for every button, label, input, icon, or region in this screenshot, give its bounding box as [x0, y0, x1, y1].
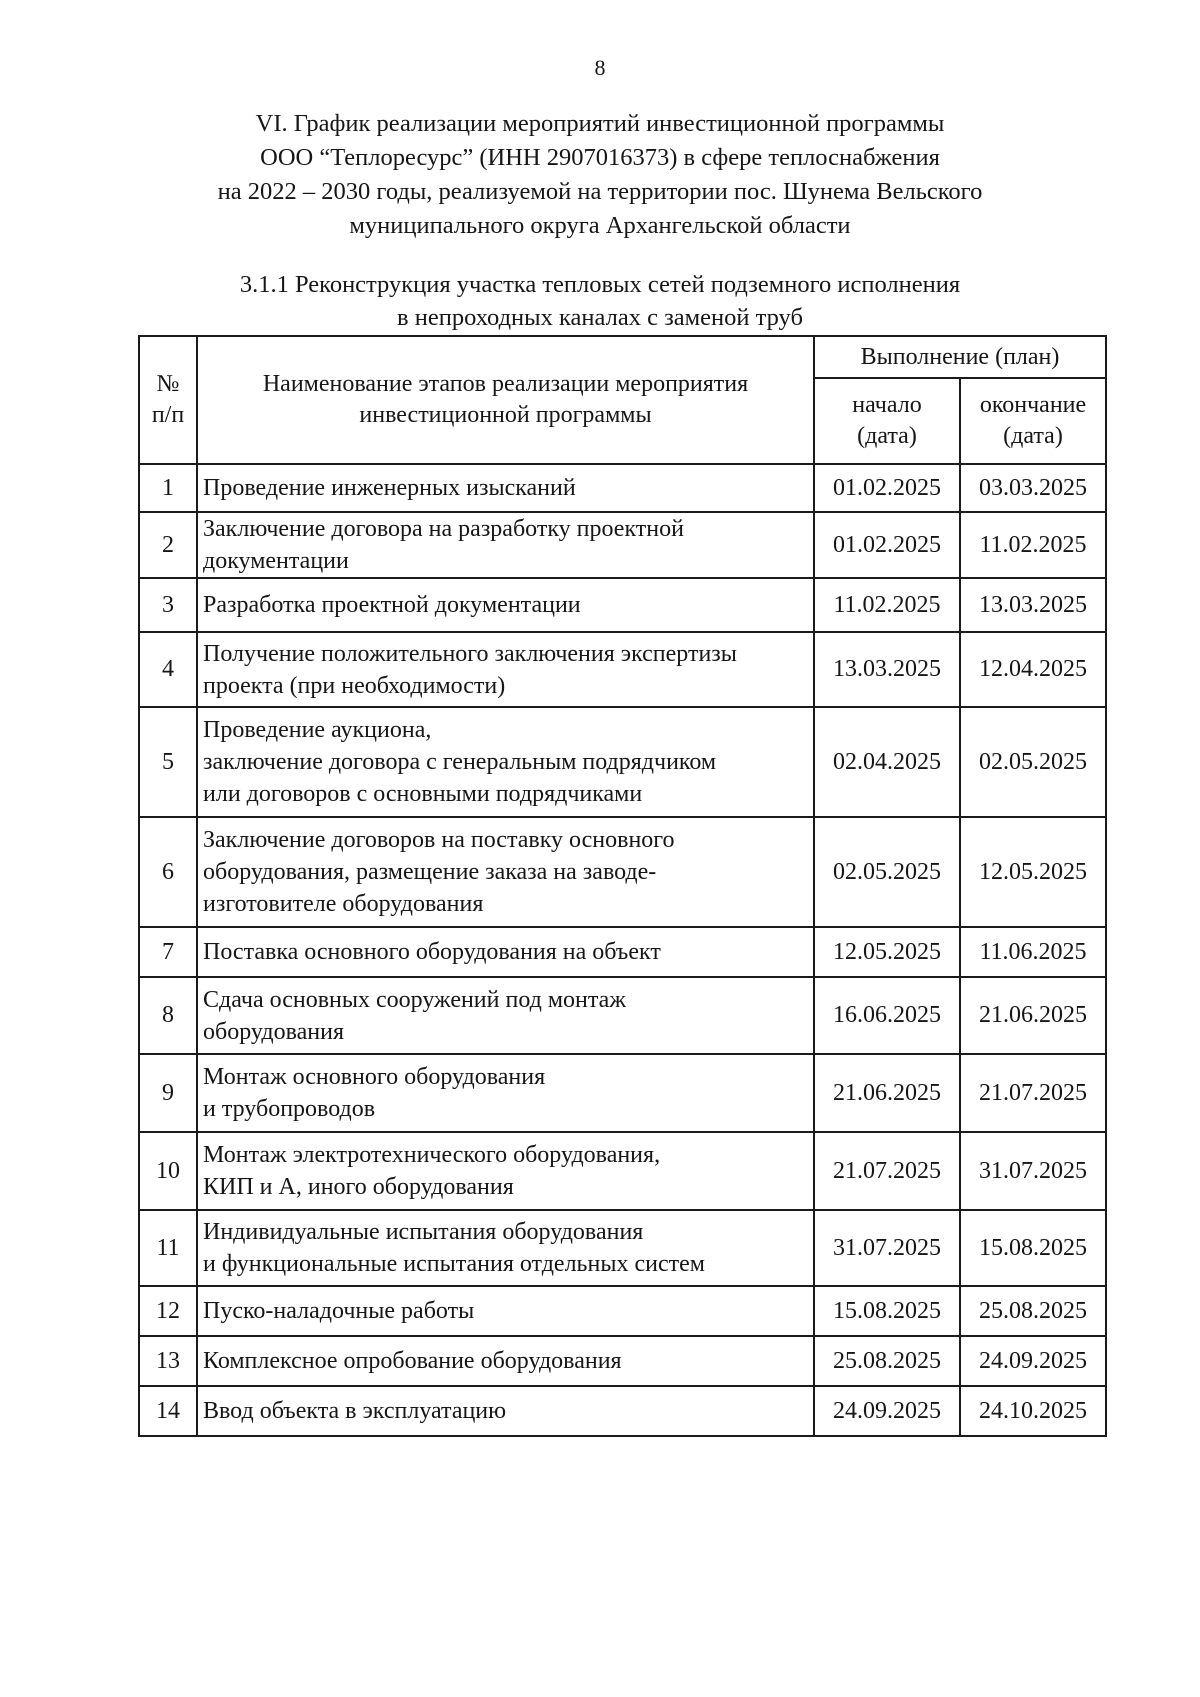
- stage-name-line: документации: [203, 548, 349, 574]
- start-date: 13.03.2025: [814, 632, 960, 707]
- table-row: [139, 578, 1106, 632]
- start-date: 02.04.2025: [814, 707, 960, 817]
- stage-name: [197, 1386, 814, 1436]
- header-number-line: п/п: [151, 402, 185, 428]
- header-stage-name-line: Наименование этапов реализации мероприятия: [262, 371, 749, 397]
- row-number: 12: [139, 1286, 197, 1336]
- stage-name-line: КИП и А, иного оборудования: [203, 1174, 514, 1200]
- schedule-table: [138, 335, 1107, 1437]
- header-start-date: [814, 378, 960, 464]
- table-row: [139, 1386, 1106, 1436]
- stage-name: [197, 464, 814, 512]
- table-row: [139, 977, 1106, 1054]
- header-stage-name: [197, 336, 814, 464]
- start-date: 01.02.2025: [814, 464, 960, 512]
- stage-name: [197, 1054, 814, 1132]
- stage-name: [197, 927, 814, 977]
- header-end-date-line: окончание: [979, 392, 1087, 418]
- stage-name-line: оборудования: [203, 1018, 344, 1045]
- header-execution: Выполнение (план): [814, 336, 1106, 378]
- stage-name-line: заключение договора с генеральным подрядчиком: [203, 749, 717, 775]
- start-date: 31.07.2025: [814, 1210, 960, 1286]
- end-date: 11.02.2025: [960, 512, 1106, 578]
- stage-name-line: Заключение договоров на поставку основного: [203, 827, 675, 853]
- start-date: 12.05.2025: [814, 927, 960, 977]
- row-number: 7: [139, 927, 197, 977]
- document-title: [0, 107, 1200, 243]
- stage-name-line: Проведение аукциона,: [203, 717, 432, 743]
- stage-name: [197, 1286, 814, 1336]
- title-line: ООО “Теплоресурс” (ИНН 2907016373) в сфере теплоснабжения: [260, 144, 940, 171]
- stage-name-line: Ввод объекта в эксплуатацию: [203, 1398, 507, 1424]
- end-date: 31.07.2025: [960, 1132, 1106, 1210]
- table-row: [139, 1336, 1106, 1386]
- row-number: 5: [139, 707, 197, 817]
- header-stage-name-line: инвестиционной программы: [359, 402, 652, 428]
- stage-name-line: Получение положительного заключения экспертизы: [203, 640, 737, 667]
- stage-name-line: изготовителе оборудования: [203, 891, 484, 917]
- row-number: 10: [139, 1132, 197, 1210]
- section-subtitle: [0, 268, 1200, 334]
- end-date: 21.06.2025: [960, 977, 1106, 1054]
- stage-name-line: Проведение инженерных изысканий: [203, 475, 576, 501]
- stage-name-line: Пуско-наладочные работы: [203, 1298, 475, 1324]
- start-date: 21.07.2025: [814, 1132, 960, 1210]
- end-date: 03.03.2025: [960, 464, 1106, 512]
- end-date: 02.05.2025: [960, 707, 1106, 817]
- title-line: на 2022 – 2030 годы, реализуемой на территории пос. Шунема Вельского: [217, 178, 983, 205]
- end-date: 25.08.2025: [960, 1286, 1106, 1336]
- header-number-line: №: [156, 371, 180, 397]
- start-date: 25.08.2025: [814, 1336, 960, 1386]
- header-start-date-line: начало: [852, 392, 922, 418]
- end-date: 11.06.2025: [960, 927, 1106, 977]
- header-number: [139, 336, 197, 464]
- row-number: 4: [139, 632, 197, 707]
- end-date: 12.05.2025: [960, 817, 1106, 927]
- stage-name-line: оборудования, размещение заказа на заводе-: [203, 859, 657, 885]
- page-number: 8: [594, 55, 606, 80]
- end-date: 24.09.2025: [960, 1336, 1106, 1386]
- table-row: [139, 464, 1106, 512]
- table-row: [139, 707, 1106, 817]
- stage-name: [197, 1132, 814, 1210]
- title-line: VI. График реализации мероприятий инвестиционной программы: [255, 110, 945, 137]
- stage-name-line: Заключение договора на разработку проектной: [203, 516, 684, 542]
- stage-name: [197, 977, 814, 1054]
- table-row: [139, 927, 1106, 977]
- stage-name-line: или договоров с основными подрядчиками: [203, 781, 643, 807]
- table-row: [139, 1132, 1106, 1210]
- end-date: 21.07.2025: [960, 1054, 1106, 1132]
- stage-name-line: Поставка основного оборудования на объект: [203, 939, 661, 965]
- stage-name-line: Монтаж электротехнического оборудования,: [203, 1142, 661, 1168]
- row-number: 11: [139, 1210, 197, 1286]
- stage-name-line: Сдача основных сооружений под монтаж: [203, 986, 626, 1013]
- stage-name: [197, 632, 814, 707]
- subtitle-line: в непроходных каналах с заменой труб: [397, 304, 803, 331]
- table-header: [139, 336, 1106, 464]
- row-number: 3: [139, 578, 197, 632]
- table-row: [139, 1054, 1106, 1132]
- stage-name-line: проекта (при необходимости): [203, 672, 506, 699]
- table-row: [139, 1210, 1106, 1286]
- end-date: 13.03.2025: [960, 578, 1106, 632]
- title-line: муниципального округа Архангельской области: [349, 212, 851, 239]
- start-date: 16.06.2025: [814, 977, 960, 1054]
- row-number: 1: [139, 464, 197, 512]
- start-date: 11.02.2025: [814, 578, 960, 632]
- stage-name: [197, 1336, 814, 1386]
- header-end-date-line: (дата): [1003, 423, 1063, 449]
- row-number: 9: [139, 1054, 197, 1132]
- end-date: 24.10.2025: [960, 1386, 1106, 1436]
- start-date: 21.06.2025: [814, 1054, 960, 1132]
- stage-name: [197, 817, 814, 927]
- start-date: 15.08.2025: [814, 1286, 960, 1336]
- subtitle-line: 3.1.1 Реконструкция участка тепловых сетей подземного исполнения: [239, 271, 961, 298]
- row-number: 2: [139, 512, 197, 578]
- table-body: [139, 464, 1106, 1436]
- end-date: 12.04.2025: [960, 632, 1106, 707]
- table-row: [139, 632, 1106, 707]
- stage-name: [197, 1210, 814, 1286]
- stage-name: [197, 707, 814, 817]
- stage-name-line: и трубопроводов: [203, 1096, 376, 1122]
- stage-name-line: Индивидуальные испытания оборудования: [203, 1219, 644, 1245]
- stage-name: [197, 578, 814, 632]
- header-end-date: [960, 378, 1106, 464]
- stage-name: [197, 512, 814, 578]
- row-number: 8: [139, 977, 197, 1054]
- end-date: 15.08.2025: [960, 1210, 1106, 1286]
- header-start-date-line: (дата): [857, 423, 917, 449]
- stage-name-line: Разработка проектной документации: [203, 592, 581, 618]
- start-date: 24.09.2025: [814, 1386, 960, 1436]
- row-number: 13: [139, 1336, 197, 1386]
- table-row: [139, 817, 1106, 927]
- stage-name-line: и функциональные испытания отдельных систем: [203, 1251, 705, 1277]
- row-number: 14: [139, 1386, 197, 1436]
- start-date: 02.05.2025: [814, 817, 960, 927]
- start-date: 01.02.2025: [814, 512, 960, 578]
- table-row: [139, 1286, 1106, 1336]
- table-row: [139, 512, 1106, 578]
- stage-name-line: Комплексное опробование оборудования: [203, 1348, 622, 1374]
- row-number: 6: [139, 817, 197, 927]
- stage-name-line: Монтаж основного оборудования: [203, 1064, 546, 1090]
